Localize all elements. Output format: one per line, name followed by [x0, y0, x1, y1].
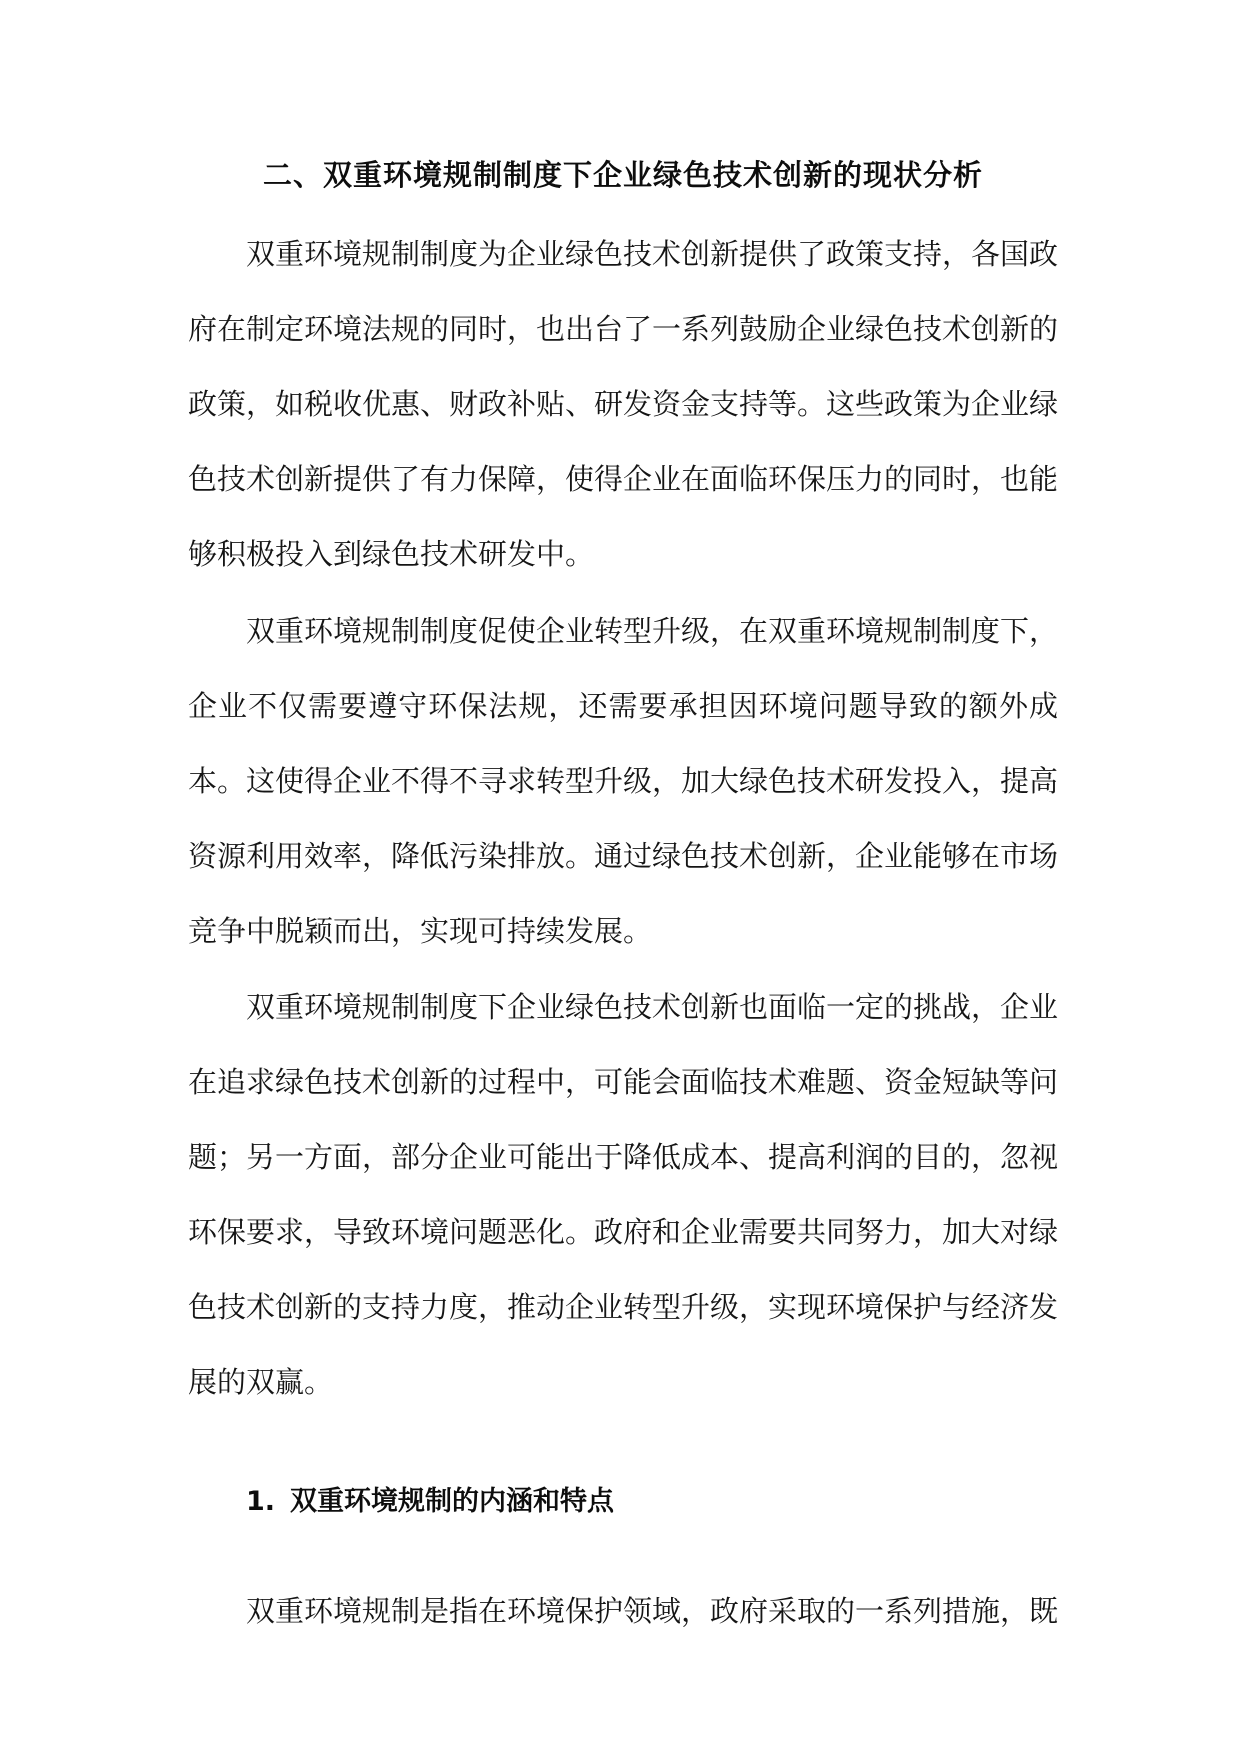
paragraph-challenges: 双重环境规制制度下企业绿色技术创新也面临一定的挑战，企业在追求绿色技术创新的过程中，可能会面临技术难题、资金短缺等问题；另一方面，部分企业可能出于降低成本、提高利润的目的，忽视环保要求，导致环境问题恶化。政府和企业需要共同努力，加大对绿色技术创新的支持力度，推动企业转型升级，实现环境保护与经济发展的双赢。: [188, 990, 1059, 1399]
paragraph-transformation: 双重环境规制制度促使企业转型升级，在双重环境规制制度下，企业不仅需要遵守环保法规，还需要承担因环境问题导致的额外成本。这使得企业不得不寻求转型升级，加大绿色技术研发投入，提高资源利用效率，降低污染排放。通过绿色技术创新，企业能够在市场竞争中脱颖而出，实现可持续发展。: [188, 614, 1059, 948]
section-number: 1.: [246, 1486, 276, 1517]
paragraph-policy-support: 双重环境规制制度为企业绿色技术创新提供了政策支持，各国政府在制定环境法规的同时，也出台了一系列鼓励企业绿色技术创新的政策，如税收优惠、财政补贴、研发资金支持等。这些政策为企业绿色技术创新提供了有力保障，使得企业在面临环保压力的同时，也能够积极投入到绿色技术研发中。: [188, 237, 1059, 571]
section-title: 双重环境规制的内涵和特点: [290, 1486, 614, 1517]
paragraph-definition: 双重环境规制是指在环境保护领域，政府采取的一系列措施，既: [246, 1594, 1059, 1628]
section-heading: [246, 1470, 614, 1534]
page-title: 二、双重环境规制制度下企业绿色技术创新的现状分析: [262, 158, 983, 192]
